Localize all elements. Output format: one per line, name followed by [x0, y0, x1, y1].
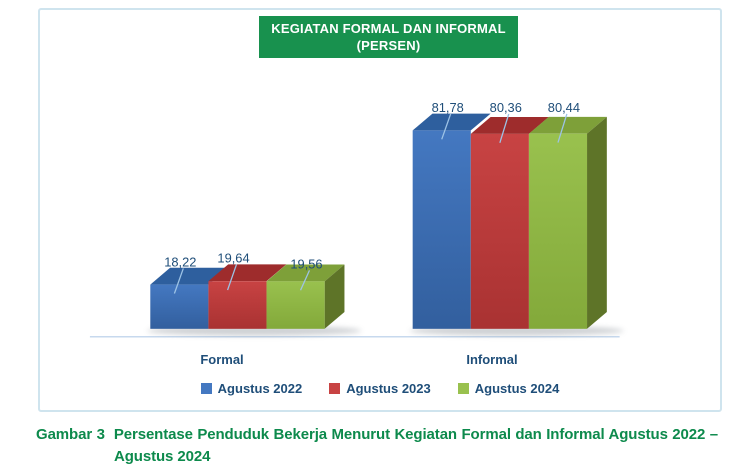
- legend-item-agustus-2023: [329, 381, 431, 396]
- value-label: 19,64: [217, 250, 250, 266]
- value-label: 81,78: [431, 99, 464, 115]
- bar-front-face: [471, 134, 529, 329]
- value-label: 80,44: [547, 99, 581, 115]
- bar-front-face: [529, 134, 587, 329]
- bar-front-face: [267, 281, 325, 328]
- category-label-formal: Formal: [200, 352, 244, 367]
- chart-title-box: [259, 16, 518, 58]
- legend-item-agustus-2022: [201, 381, 303, 396]
- bar-front-face: [413, 130, 471, 328]
- legend-label: Agustus 2023: [346, 381, 431, 396]
- value-label: 19,56: [290, 256, 323, 272]
- bar-front-face: [208, 281, 266, 329]
- figure-caption-text: Persentase Penduduk Bekerja Menurut Kegiatan Formal dan Informal Agustus 2022 – Agustus 2024: [113, 426, 718, 465]
- legend-swatch-agustus-2023: [329, 383, 340, 394]
- legend-swatch-agustus-2022: [201, 383, 212, 394]
- bar-chart-plot: [40, 10, 720, 410]
- chart-title-line2: (PERSEN): [356, 38, 421, 53]
- figure-caption-label: Gambar 3: [36, 426, 105, 443]
- legend-label: Agustus 2022: [217, 381, 303, 396]
- figure-caption: [36, 424, 718, 467]
- bar-formal-agustus-2024: [267, 265, 345, 329]
- category-label-informal: Informal: [466, 352, 518, 367]
- chart-frame: [38, 8, 722, 412]
- legend-label: Agustus 2024: [474, 381, 560, 396]
- bar-front-face: [150, 285, 208, 329]
- legend-item-agustus-2024: [458, 381, 560, 396]
- bar-informal-agustus-2024: [529, 117, 607, 329]
- bar-side-face: [587, 117, 607, 329]
- chart-title-line1: KEGIATAN FORMAL DAN INFORMAL: [271, 21, 506, 36]
- legend-swatch-agustus-2024: [458, 383, 469, 394]
- value-label: 80,36: [489, 99, 522, 115]
- legend: [40, 381, 720, 396]
- value-label: 18,22: [164, 254, 197, 270]
